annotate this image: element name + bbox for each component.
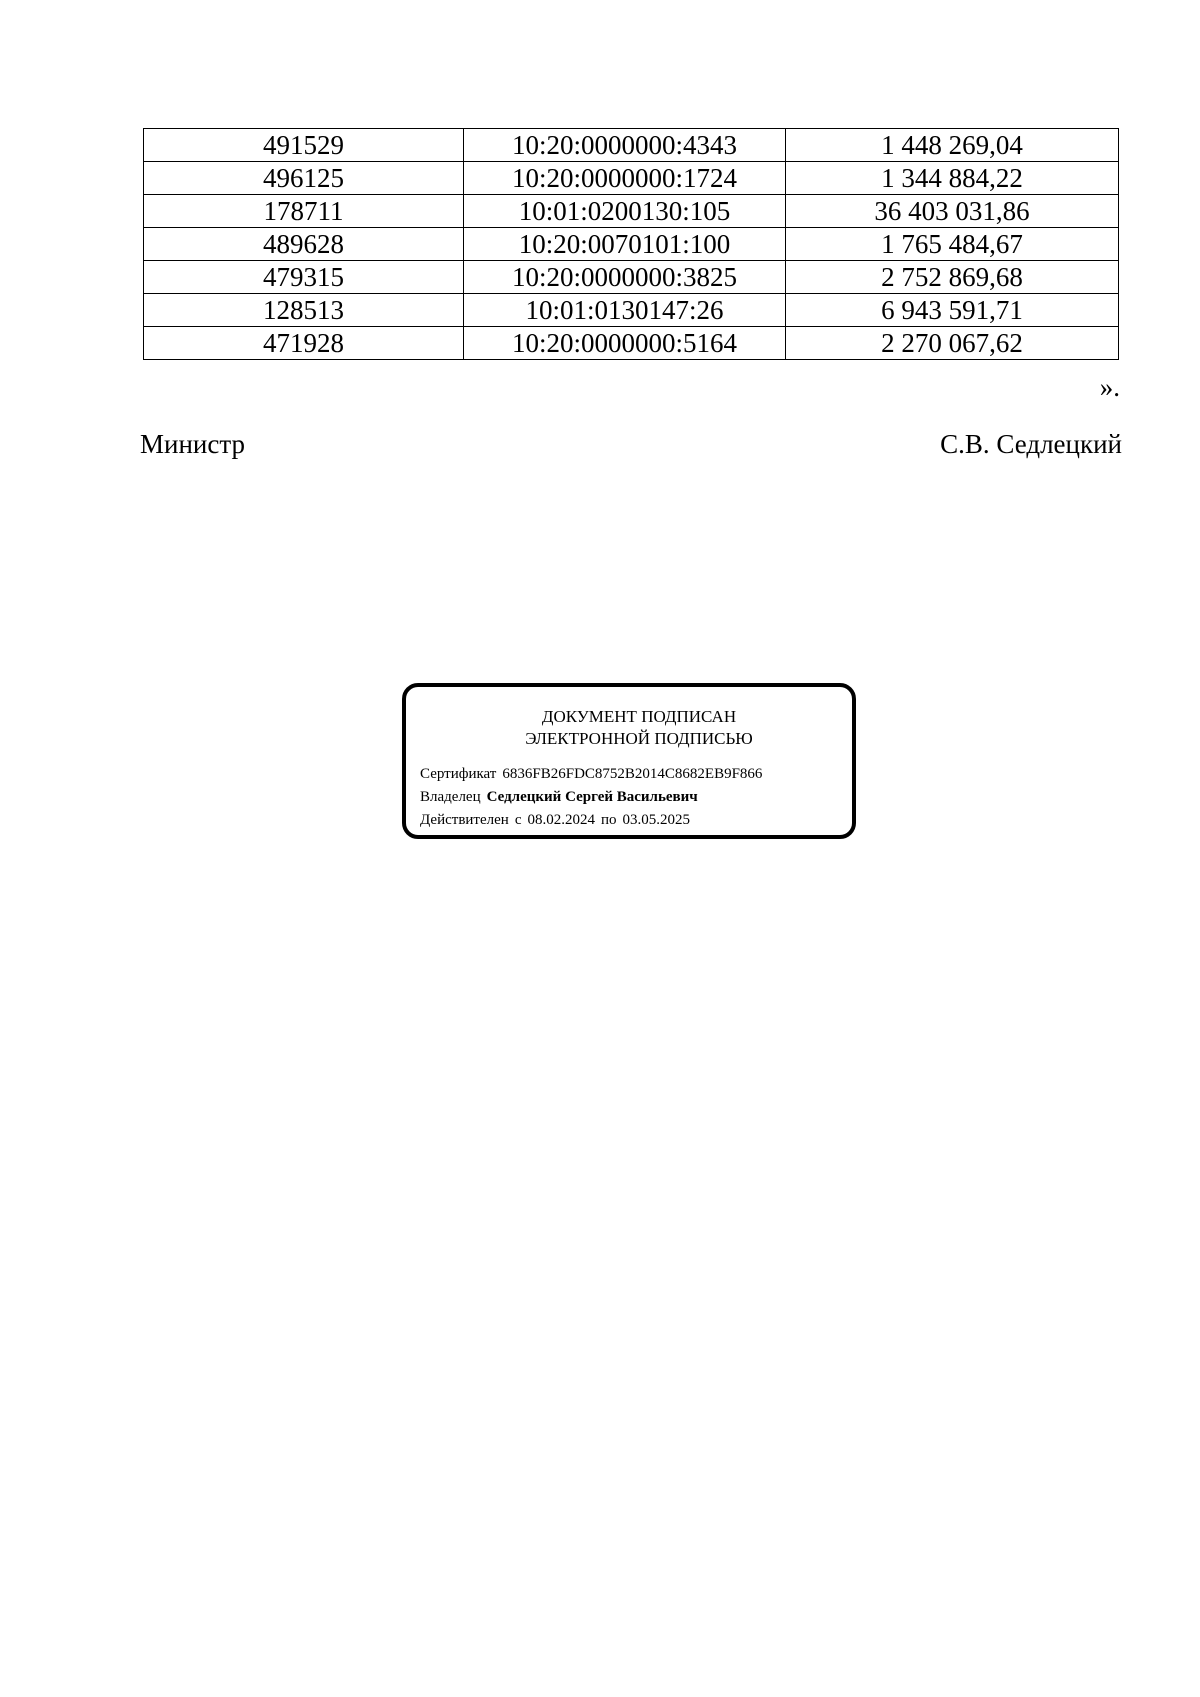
closing-quote: ».: [1099, 372, 1120, 402]
table-cell-cadastral-number: 10:20:0000000:5164: [464, 327, 786, 360]
table-row: [144, 261, 1119, 294]
table-cell-id: 479315: [144, 261, 464, 294]
table-cell-id: 491529: [144, 129, 464, 162]
certificate-label: Сертификат: [420, 766, 497, 782]
table-row: [144, 327, 1119, 360]
table-cell-value: 1 448 269,04: [786, 129, 1119, 162]
table-cell-cadastral-number: 10:01:0200130:105: [464, 195, 786, 228]
stamp-heading-line-2: ЭЛЕКТРОННОЙ ПОДПИСЬЮ: [525, 729, 753, 748]
stamp-heading-line-1: ДОКУМЕНТ ПОДПИСАН: [541, 707, 737, 726]
table-cell-value: 1 765 484,67: [786, 228, 1119, 261]
owner-value: Седлецкий Сергей Васильевич: [486, 789, 698, 805]
data-table: [143, 128, 1119, 360]
table-row: [144, 195, 1119, 228]
validity-to-word: по: [600, 812, 617, 828]
table-cell-cadastral-number: 10:01:0130147:26: [464, 294, 786, 327]
table-cell-value: 6 943 591,71: [786, 294, 1119, 327]
signer-title: Министр: [140, 429, 245, 459]
table-cell-value: 2 270 067,62: [786, 327, 1119, 360]
table-row: [144, 129, 1119, 162]
table-body: [144, 129, 1119, 360]
table-cell-cadastral-number: 10:20:0070101:100: [464, 228, 786, 261]
stamp-validity-line: [420, 810, 690, 830]
table-cell-cadastral-number: 10:20:0000000:3825: [464, 261, 786, 294]
validity-to-date: 03.05.2025: [622, 812, 691, 828]
table-row: [144, 162, 1119, 195]
table-cell-value: 2 752 869,68: [786, 261, 1119, 294]
table-row: [144, 228, 1119, 261]
table-cell-id: 471928: [144, 327, 464, 360]
electronic-signature-stamp: [402, 683, 856, 839]
table-cell-cadastral-number: 10:20:0000000:4343: [464, 129, 786, 162]
table-cell-id: 178711: [144, 195, 464, 228]
validity-from-date: 08.02.2024: [527, 812, 595, 828]
table-cell-id: 128513: [144, 294, 464, 327]
table-cell-value: 36 403 031,86: [786, 195, 1119, 228]
signer-name: С.В. Седлецкий: [940, 429, 1122, 459]
table-cell-id: 489628: [144, 228, 464, 261]
validity-label: Действителен: [420, 812, 509, 828]
validity-from-word: с: [514, 812, 522, 828]
table-cell-value: 1 344 884,22: [786, 162, 1119, 195]
certificate-value: 6836FB26FDC8752B2014C8682EB9F866: [502, 766, 763, 782]
table-cell-id: 496125: [144, 162, 464, 195]
stamp-owner-line: [420, 787, 698, 807]
table-row: [144, 294, 1119, 327]
table-cell-cadastral-number: 10:20:0000000:1724: [464, 162, 786, 195]
owner-label: Владелец: [420, 789, 481, 805]
stamp-certificate-line: [420, 764, 762, 784]
